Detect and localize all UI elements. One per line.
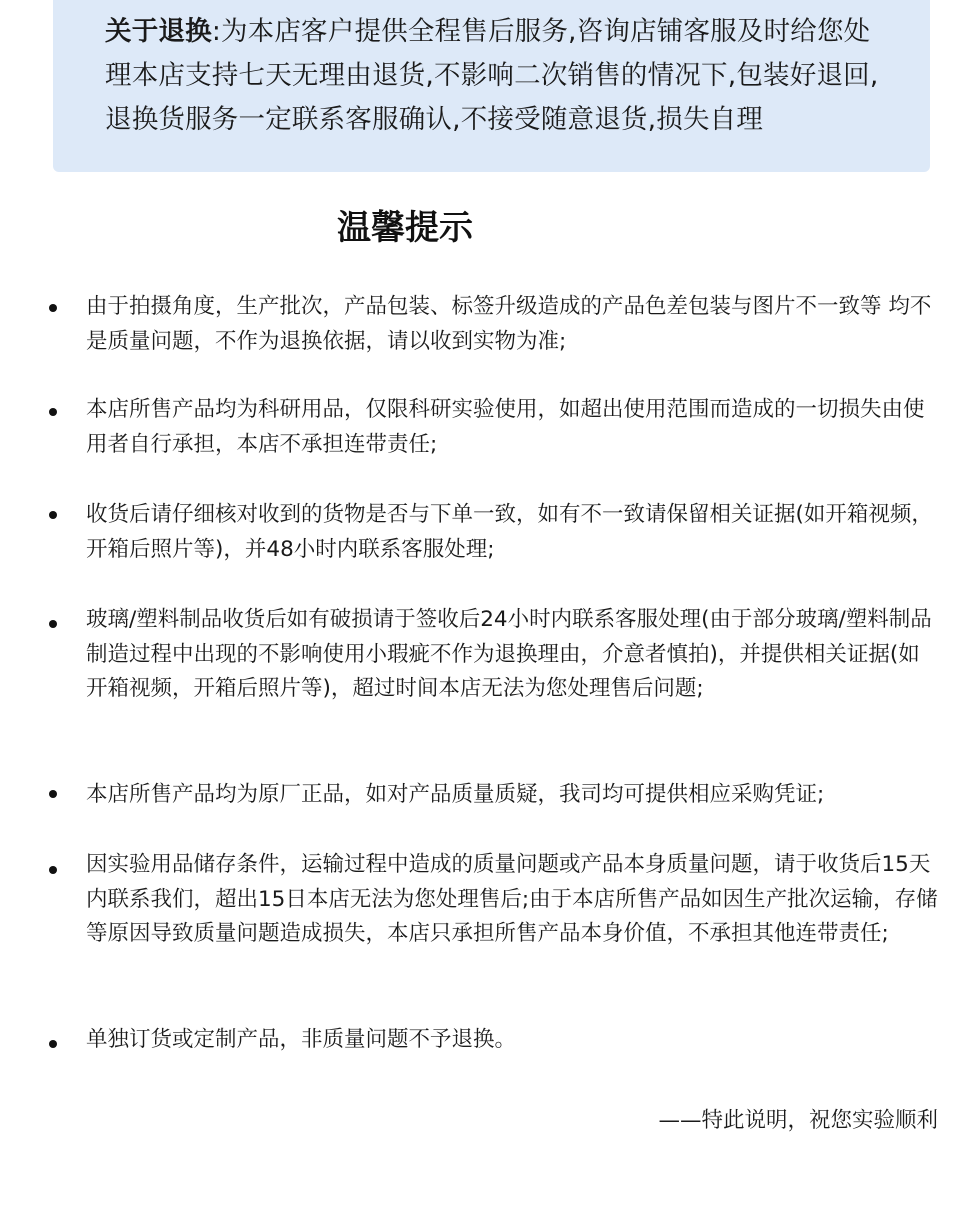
tip-text: 因实验用品储存条件，运输过程中造成的质量问题或产品本身质量问题，请于收货后15天内联系我们，超出15日本店无法为您处理售后;由于本店所售产品如因生产批次运输，存储等原因导致质量问题造成损失，本店只承担所售产品本身价值，不承担其他连带责任; — [86, 852, 938, 946]
tip-text: 本店所售产品均为科研用品，仅限科研实验使用，如超出使用范围而造成的一切损失由使用者自行承担，本店不承担连带责任; — [86, 397, 925, 457]
bullet-icon — [49, 866, 57, 874]
tip-text: 玻璃/塑料制品收货后如有破损请于签收后24小时内联系客服处理(由于部分玻璃/塑料制品制造过程中出现的不影响使用小瑕疵不作为退换理由，介意者慎拍)，并提供相关证据(如开箱视频，开箱后照片等)，超过时间本店无法为您处理售后问题; — [86, 607, 932, 701]
bullet-icon — [49, 511, 57, 519]
return-policy-text — [105, 10, 890, 142]
bullet-icon — [49, 790, 57, 798]
bullet-icon — [49, 620, 57, 628]
tip-text: 收货后请仔细核对收到的货物是否与下单一致，如有不一致请保留相关证据(如开箱视频，开箱后照片等)，并48小时内联系客服处理; — [86, 502, 933, 562]
tip-text: 本店所售产品均为原厂正品，如对产品质量质疑，我司均可提供相应采购凭证; — [86, 782, 825, 807]
return-policy-notice — [53, 0, 930, 172]
bullet-icon — [49, 304, 57, 312]
tip-text: 由于拍摄角度，生产批次，产品包装、标签升级造成的产品色差包装与图片不一致等 均不是质量问题，不作为退换依据，请以收到实物为准; — [86, 294, 932, 354]
return-policy-lead: 关于退换 — [105, 16, 212, 47]
bullet-icon — [49, 1040, 57, 1048]
tip-text: 单独订货或定制产品，非质量问题不予退换。 — [86, 1027, 517, 1052]
bullet-icon — [49, 408, 57, 416]
closing-line: ——特此说明，祝您实验顺利 — [658, 1108, 938, 1133]
tips-title: 温馨提示 — [337, 208, 473, 248]
return-policy-body: :为本店客户提供全程售后服务,咨询店铺客服及时给您处理本店支持七天无理由退货,不影响二次销售的情况下,包装好退回,退换货服务一定联系客服确认,不接受随意退货,损失自理 — [105, 16, 879, 135]
